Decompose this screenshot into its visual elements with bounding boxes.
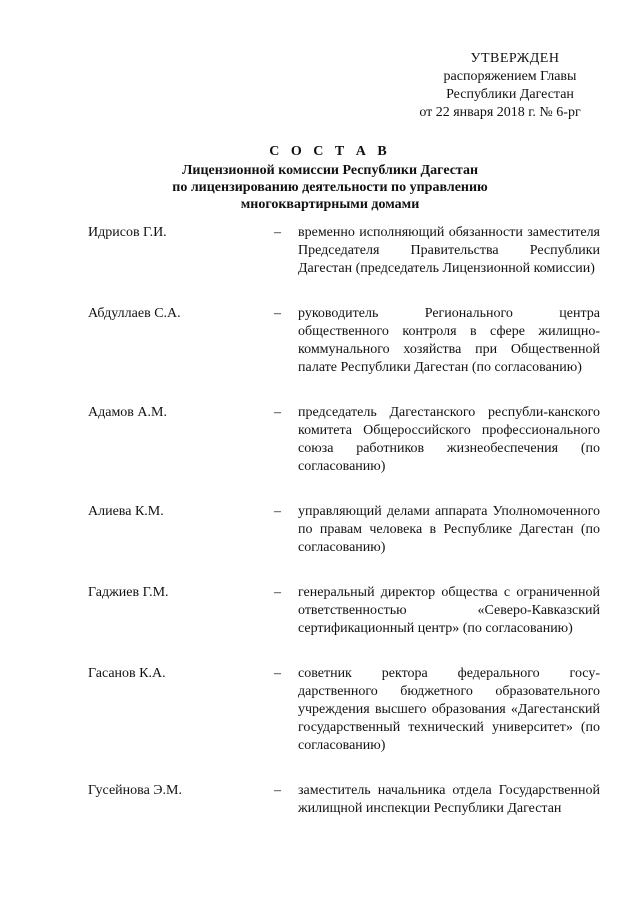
member-row [88, 503, 600, 557]
member-name: Гусейнова Э.М. [88, 783, 182, 798]
members-list [88, 224, 600, 818]
heading-title: С О С Т А В [269, 144, 391, 159]
member-role: заместитель начальника отдела Государственной жилищной инспекции Республики Дагестан [298, 783, 600, 816]
approval-stamp [400, 50, 600, 122]
member-dash: – [274, 225, 281, 240]
member-dash: – [274, 585, 281, 600]
member-row [88, 665, 600, 755]
heading-line: по лицензированию деятельности по управлению [172, 180, 488, 195]
member-row [88, 224, 600, 278]
member-row [88, 404, 600, 476]
member-dash: – [274, 504, 281, 519]
document-heading [120, 143, 540, 213]
member-name: Идрисов Г.И. [88, 225, 167, 240]
member-name: Гаджиев Г.М. [88, 585, 169, 600]
member-row [88, 305, 600, 377]
approval-line: Республики Дагестан [446, 87, 574, 102]
heading-line: многоквартирными домами [240, 197, 420, 212]
member-dash: – [274, 783, 281, 798]
member-role: временно исполняющий обязанности заместителя Председателя Правительства Республики Дагестан (председатель Лицензионной комиссии) [298, 225, 600, 276]
approval-title: УТВЕРЖДЕН [470, 51, 560, 66]
member-name: Алиева К.М. [88, 504, 164, 519]
member-role: председатель Дагестанского республи-канского комитета Общероссийского профессионального союза работников жизнеобеспечения (по согласованию) [298, 405, 600, 474]
member-name: Адамов А.М. [88, 405, 167, 420]
approval-date: от 22 января 2018 г. № 6-рг [419, 105, 581, 120]
member-row [88, 782, 600, 818]
heading-line: Лицензионной комиссии Республики Дагестан [181, 163, 479, 178]
member-role: советник ректора федерального госу-дарственного бюджетного образовательного учреждения высшего образования «Дагестанский государственный технический университет» (по согласованию) [298, 666, 600, 753]
approval-line: распоряжением Главы [443, 69, 577, 84]
member-dash: – [274, 306, 281, 321]
member-dash: – [274, 666, 281, 681]
member-row [88, 584, 600, 638]
member-role: генеральный директор общества с ограниченной ответственностью «Северо-Кавказский сертификационный центр» (по согласованию) [298, 585, 600, 636]
member-dash: – [274, 405, 281, 420]
member-role: руководитель Регионального центра общественного контроля в сфере жилищно-коммунального хозяйства при Общественной палате Республики Дагестан (по согласованию) [298, 306, 600, 375]
member-name: Гасанов К.А. [88, 666, 166, 681]
member-name: Абдуллаев С.А. [88, 306, 181, 321]
member-role: управляющий делами аппарата Уполномоченного по правам человека в Республике Дагестан (по согласованию) [298, 504, 600, 555]
